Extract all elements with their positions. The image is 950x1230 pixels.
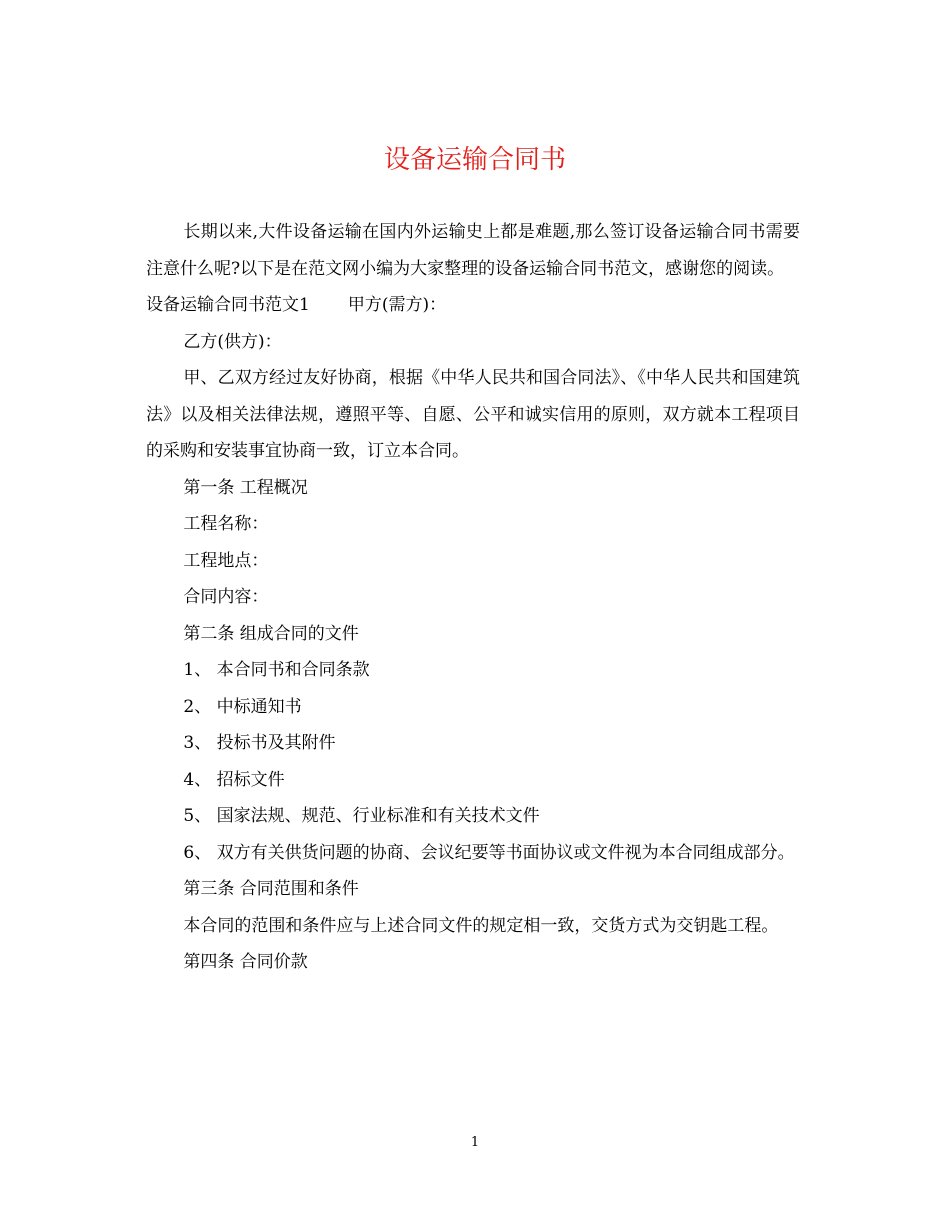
list-item: 2、 中标通知书: [183, 696, 302, 717]
page-number: 1: [470, 1135, 480, 1150]
article-3-paragraph: 本合同的范围和条件应与上述合同文件的规定相一致，交货方式为交钥匙工程。: [183, 915, 779, 936]
article-1-heading: 第一条 工程概况: [183, 477, 308, 498]
list-item: 4、 招标文件: [183, 769, 285, 790]
party-b-label: 乙方(供方)：: [183, 331, 282, 352]
list-item: 3、 投标书及其附件: [183, 733, 336, 753]
preamble-paragraph: 甲、乙双方经过友好协商，根据《中华人民共和国合同法》、《中华人民共和国建筑法》以及相关法律法规，遵照平等、自愿、公平和诚实信用的原则，双方就本工程项目的采购和安装事宜协商一致，订立本合同。: [146, 368, 800, 461]
list-item: 6、 双方有关供货问题的协商、会议纪要等书面协议或文件视为本合同组成部分。: [183, 842, 795, 863]
party-a-label: 甲方(需方)：: [347, 295, 447, 315]
article-3-heading: 第三条 合同范围和条件: [183, 879, 359, 899]
contract-content-label: 合同内容：: [183, 587, 269, 607]
article-2-heading: 第二条 组成合同的文件: [183, 623, 359, 644]
article-4-heading: 第四条 合同价款: [183, 952, 308, 972]
sample-heading: 设备运输合同书范文1: [146, 295, 310, 315]
sample-heading-line: [146, 287, 800, 324]
document-body: [146, 214, 800, 981]
project-name-label: 工程名称：: [183, 514, 269, 534]
document-title: 设备运输合同书: [383, 145, 566, 175]
project-location-label: 工程地点：: [183, 550, 269, 571]
list-item: 5、 国家法规、规范、行业标准和有关技术文件: [183, 806, 540, 826]
list-item: 1、 本合同书和合同条款: [183, 660, 370, 680]
intro-paragraph: 长期以来,大件设备运输在国内外运输史上都是难题,那么签订设备运输合同书需要注意什么呢?以下是在范文网小编为大家整理的设备运输合同书范文，感谢您的阅读。: [146, 222, 800, 279]
